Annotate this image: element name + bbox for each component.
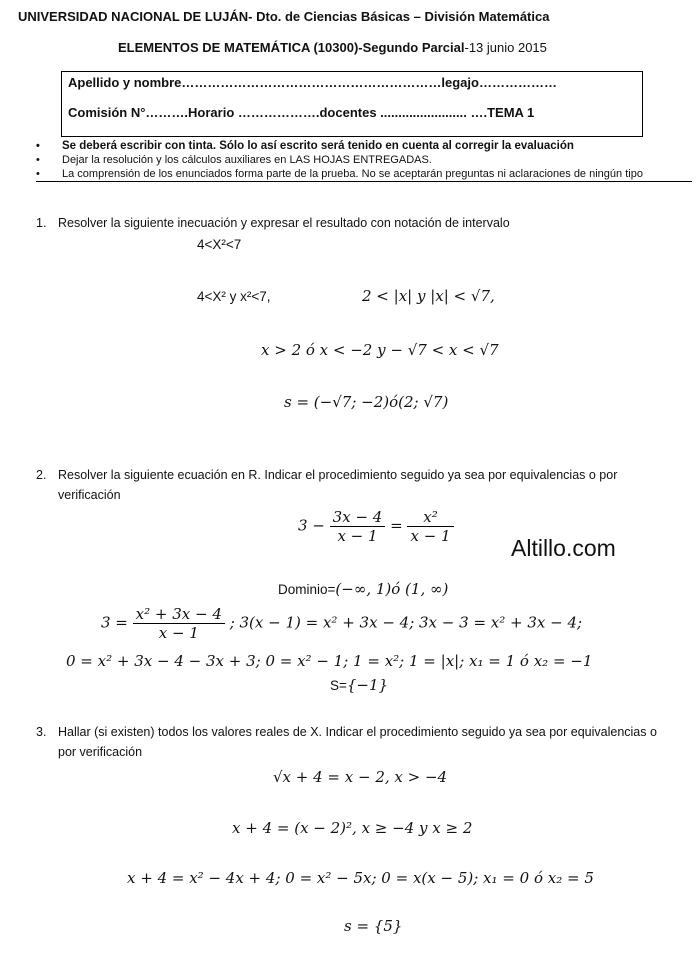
student-info-box: [61, 71, 643, 137]
rule-item: • Se deberá escribir con tinta. Sólo lo así escrito será tenido en cuenta al corregir la evaluación: [36, 139, 692, 153]
q1-number: 1.: [36, 216, 47, 230]
q2-domain: [278, 580, 448, 598]
rule-item: • Dejar la resolución y los cálculos auxiliares en LAS HOJAS ENTREGADAS.: [36, 153, 692, 167]
altillo-watermark: Altillo.com: [511, 535, 616, 561]
q2-step1-fraction: [133, 605, 225, 642]
q2-eq-fraction-2: [407, 508, 453, 545]
q2-step1: [101, 605, 582, 642]
q2-solution: [330, 676, 388, 694]
q1-step1a: 4<X² y x²<7,: [197, 289, 271, 304]
q2-step1-denominator: x − 1: [158, 624, 199, 642]
q3-equation: √x + 4 = x − 2, x > −4: [273, 768, 448, 786]
q3-prompt-line1: Hallar (si existen) todos los valores reales de X. Indicar el procedimiento seguido ya sea por equivalencias o: [58, 725, 657, 739]
q3-number: 3.: [36, 725, 47, 739]
q2-eq-fraction-1: [330, 508, 386, 545]
q2-eq-f1-numerator: 3x − 4: [330, 508, 386, 527]
q2-eq-f1-denominator: x − 1: [337, 527, 378, 545]
q2-prompt-line2: verificación: [58, 488, 121, 502]
q1-solution: s = (−√7; −2)ó(2; √7): [284, 393, 449, 411]
q1-step2: x > 2 ó x < −2 y − √7 < x < √7: [261, 341, 499, 359]
q1-inequation: 4<X²<7: [197, 237, 242, 252]
q2-step2: 0 = x² + 3x − 4 − 3x + 3; 0 = x² − 1; 1 = x²; 1 = |x|; x₁ = 1 ó x₂ = −1: [66, 652, 593, 670]
q2-step1-rest: ; 3(x − 1) = x² + 3x − 4; 3x − 3 = x² + 3x − 4;: [229, 613, 583, 632]
q2-eq-f2-numerator: x²: [407, 508, 453, 527]
q3-solution: s = {5}: [344, 917, 403, 935]
q2-domain-value: (−∞, 1)ó (1, ∞): [335, 580, 449, 598]
q2-domain-label: Dominio=: [278, 582, 336, 597]
exam-rules: [36, 139, 692, 182]
q2-step1-lhs: 3 =: [101, 613, 128, 632]
q2-step1-numerator: x² + 3x − 4: [133, 605, 225, 624]
q2-solution-label: S=: [330, 678, 347, 693]
rule-item: • La comprensión de los enunciados forma parte de la prueba. No se aceptarán preguntas ni aclaraciones de ningún tipo: [36, 167, 692, 182]
exam-title: ELEMENTOS DE MATEMÁTICA (10300)-Segundo Parcial: [118, 40, 465, 55]
student-name-line: Apellido y nombre……………………………………………………legajo………………: [68, 75, 557, 90]
institution-header: UNIVERSIDAD NACIONAL DE LUJÁN- Dto. de Ciencias Básicas – División Matemática: [18, 9, 550, 24]
q1-prompt: Resolver la siguiente inecuación y expresar el resultado con notación de intervalo: [58, 216, 510, 230]
q2-solution-value: {−1}: [346, 676, 389, 694]
exam-date: -13 junio 2015: [464, 40, 547, 55]
q3-prompt-line2: por verificación: [58, 745, 143, 759]
q2-prompt-line1: Resolver la siguiente ecuación en R. Indicar el procedimiento seguido ya sea por equivalencias o por: [58, 468, 618, 482]
q2-equation: [298, 508, 454, 545]
q2-eq-equals: =: [390, 516, 403, 535]
exam-title-line: [118, 40, 547, 55]
q1-step1b: 2 < |x| y |x| < √7,: [362, 287, 495, 305]
q2-number: 2.: [36, 468, 47, 482]
q3-step1: x + 4 = (x − 2)², x ≥ −4 y x ≥ 2: [232, 819, 473, 837]
commission-line: Comisión N°……….Horario ……………….docentes ........................ ….TEMA 1: [68, 105, 535, 120]
q3-step2: x + 4 = x² − 4x + 4; 0 = x² − 5x; 0 = x(x − 5); x₁ = 0 ó x₂ = 5: [127, 869, 594, 887]
q2-eq-f2-denominator: x − 1: [410, 527, 451, 545]
q2-eq-lhs: 3 −: [298, 516, 325, 535]
